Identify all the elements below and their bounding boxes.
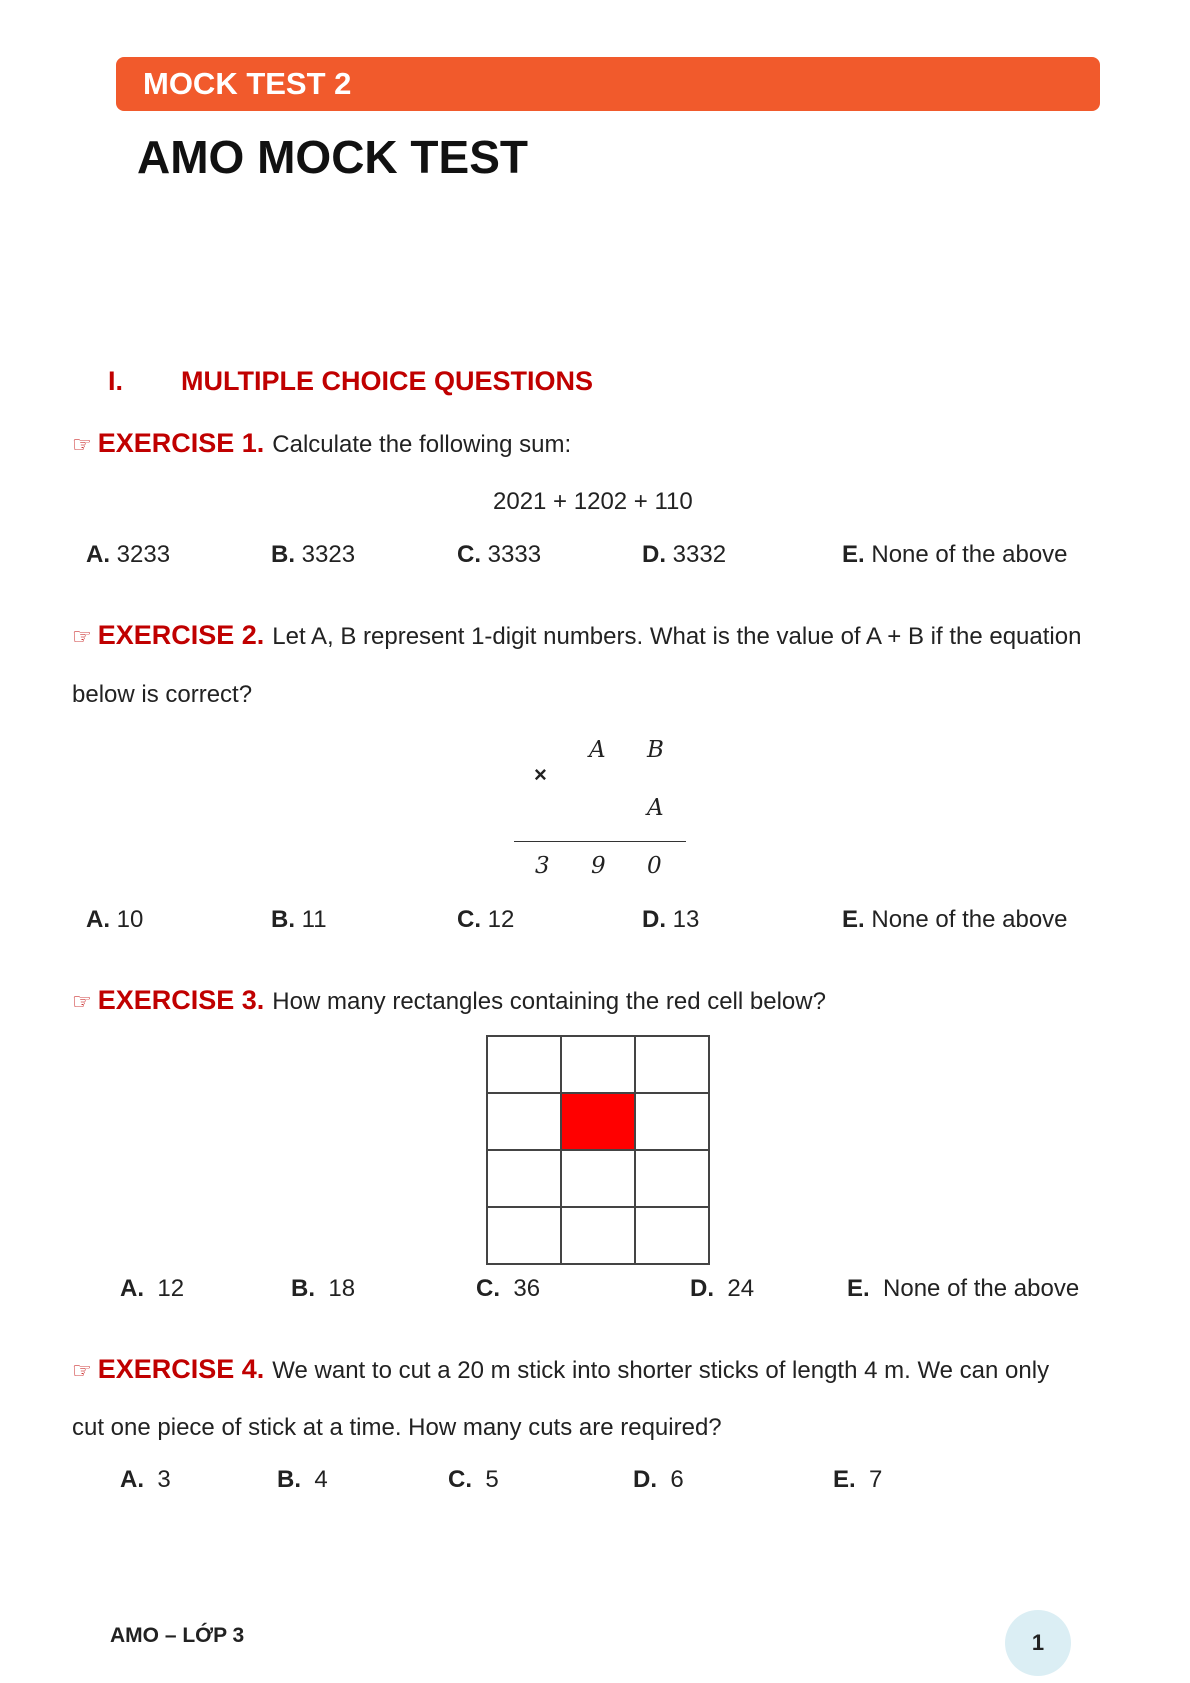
- grid-cell: [635, 1207, 709, 1264]
- option-b: B. 3323: [271, 541, 356, 568]
- grid-cell: [487, 1036, 561, 1093]
- grid-cell: [561, 1150, 635, 1207]
- banner-title: MOCK TEST 2: [143, 66, 352, 101]
- option-e: E. 7: [833, 1466, 883, 1493]
- exercise-4-text-continued: cut one piece of stick at a time. How many cuts are required?: [72, 1414, 722, 1441]
- result-digit-2: 9: [591, 853, 606, 879]
- grid-cell: [561, 1207, 635, 1264]
- exercise-text: Let A, B represent 1-digit numbers. What is the value of A + B if the equation: [272, 623, 1082, 650]
- footer-label: AMO – LỚP 3: [110, 1624, 245, 1647]
- exercise-1-heading: [72, 430, 571, 457]
- page-title: AMO MOCK TEST: [137, 131, 528, 183]
- exercise-3-heading: [72, 987, 826, 1014]
- option-a: A. 3233: [86, 541, 171, 568]
- exercise-1-expression: 2021 + 1202 + 110: [493, 488, 693, 515]
- option-d: D. 24: [690, 1275, 755, 1302]
- exercise-label: EXERCISE 1.: [97, 428, 265, 458]
- option-c: C. 3333: [457, 541, 542, 568]
- multiply-sign: ×: [534, 762, 547, 787]
- grid-cell: [487, 1150, 561, 1207]
- option-b: B. 4: [277, 1466, 328, 1493]
- result-digit-1: 3: [535, 853, 550, 879]
- option-d: D. 13: [642, 906, 700, 933]
- grid-cell: [487, 1207, 561, 1264]
- grid-cell: [487, 1093, 561, 1150]
- option-c: C. 36: [476, 1275, 541, 1302]
- option-e: E. None of the above: [842, 906, 1068, 933]
- exercise-text: We want to cut a 20 m stick into shorter sticks of length 4 m. We can only: [272, 1357, 1050, 1384]
- section-title: MULTIPLE CHOICE QUESTIONS: [181, 366, 594, 396]
- page-number: 1: [1005, 1610, 1071, 1676]
- pointing-hand-icon: ☞: [72, 432, 92, 457]
- pointing-hand-icon: ☞: [72, 624, 92, 649]
- digit-a: A: [589, 737, 606, 763]
- exercise-text: How many rectangles containing the red cell below?: [272, 988, 826, 1015]
- option-e: E. None of the above: [842, 541, 1068, 568]
- pointing-hand-icon: ☞: [72, 989, 92, 1014]
- red-cell: [561, 1093, 635, 1150]
- result-digit-3: 0: [647, 853, 662, 879]
- option-a: A. 10: [86, 906, 144, 933]
- option-a: A. 12: [120, 1275, 185, 1302]
- exercise-label: EXERCISE 4.: [97, 1354, 265, 1384]
- digit-b: B: [647, 737, 664, 763]
- exercise-label: EXERCISE 3.: [97, 985, 265, 1015]
- multiplication-rule: [514, 841, 686, 842]
- section-number: I.: [108, 366, 124, 396]
- grid-cell: [635, 1150, 709, 1207]
- option-a: A. 3: [120, 1466, 171, 1493]
- option-c: C. 12: [457, 906, 515, 933]
- option-b: B. 18: [291, 1275, 356, 1302]
- exercise-label: EXERCISE 2.: [97, 620, 265, 650]
- exercise-4-heading: [72, 1356, 1049, 1383]
- grid-cell: [635, 1093, 709, 1150]
- option-d: D. 6: [633, 1466, 684, 1493]
- option-b: B. 11: [271, 906, 327, 933]
- pointing-hand-icon: ☞: [72, 1358, 92, 1383]
- exercise-text: Calculate the following sum:: [272, 431, 572, 458]
- option-e: E. None of the above: [847, 1275, 1080, 1302]
- grid-cell: [635, 1036, 709, 1093]
- exercise-2-text-continued: below is correct?: [72, 681, 253, 708]
- cell-grid: [486, 1035, 710, 1265]
- option-d: D. 3332: [642, 541, 727, 568]
- grid-cell: [561, 1036, 635, 1093]
- exercise-2-heading: [72, 622, 1081, 649]
- digit-a-multiplier: A: [647, 795, 664, 821]
- option-c: C. 5: [448, 1466, 499, 1493]
